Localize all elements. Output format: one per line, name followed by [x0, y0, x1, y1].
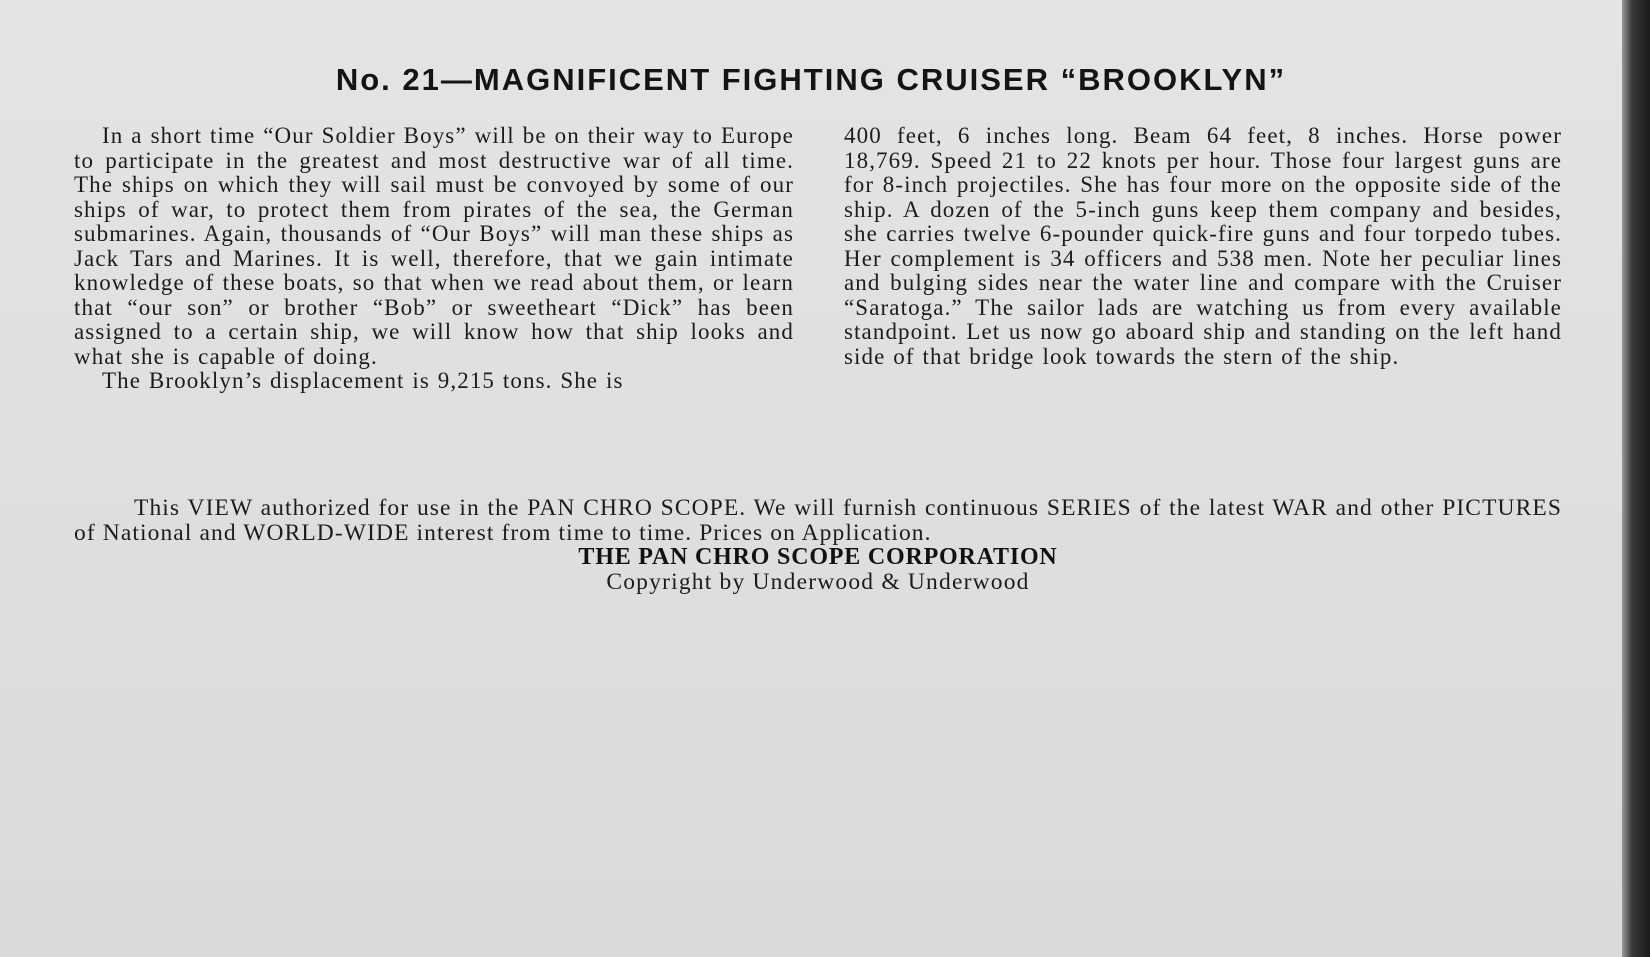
left-paragraph-1: In a short time “Our Soldier Boys” will be on their way to Europe to participate in the greatest and most destructive war of all time. The ships on which they will sail must be convoyed by some of our ships of war, to protect them from pirates of the sea, the German submarines. Again, thousands of “Our Boys” will man these ships as Jack Tars and Marines. It is well, therefore, that we gain intimate knowledge of these boats, so that when we read about them, or learn that “our son” or brother “Bob” or sweetheart “Dick” has been assigned to a certain ship, we will know how that ship looks and what she is capable of doing.	[74, 123, 794, 369]
corporation-name: THE PAN CHRO SCOPE CORPORATION	[578, 544, 1058, 570]
left-text-column	[74, 124, 794, 394]
left-paragraph-2: The Brooklyn’s displacement is 9,215 tons. She is	[102, 368, 624, 393]
right-paragraph-1: 400 feet, 6 inches long. Beam 64 feet, 8 inches. Horse power 18,769. Speed 21 to 22 knots per hour. Those four largest guns are for 8-inch projectiles. She has four more on the opposite side of the ship. A dozen of the 5-inch guns keep them company and besides, she carries twelve 6-pounder quick-fire guns and four torpedo tubes. Her complement is 34 officers and 538 men. Note her peculiar lines and bulging sides near the water line and compare with the Cruiser “Saratoga.” The sailor lads are watching us from every available standpoint. Let us now go aboard ship and standing on the left hand side of that bridge look towards the stern of the ship.	[844, 123, 1562, 369]
copyright-line: Copyright by Underwood & Underwood	[606, 568, 1030, 595]
card-dark-edge	[1622, 0, 1650, 957]
card-footer	[74, 496, 1562, 594]
card-title: No. 21—MAGNIFICENT FIGHTING CRUISER “BROOKLYN”	[335, 62, 1287, 97]
authorization-notice: This VIEW authorized for use in the PAN CHRO SCOPE. We will furnish continuous SERIES of the latest WAR and other PICTURES of National and WORLD-WIDE interest from time to time. Prices on Application.	[74, 495, 1562, 546]
right-text-column	[844, 124, 1562, 369]
